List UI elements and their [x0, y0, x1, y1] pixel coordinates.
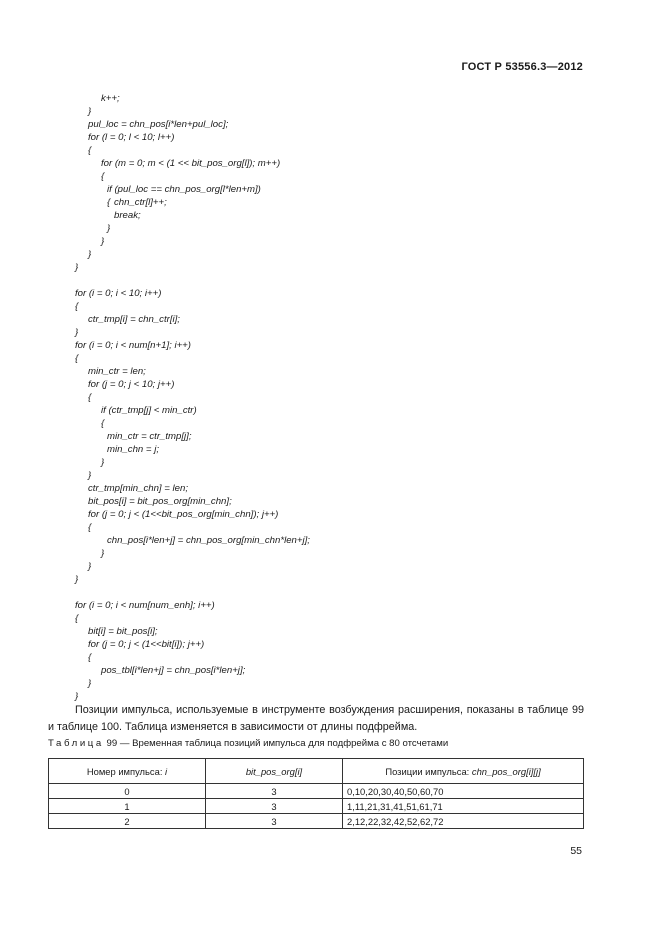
header-pulse-number-var: i [165, 765, 168, 777]
code-line: k++; [101, 93, 120, 104]
code-line: } [101, 548, 105, 559]
code-line: pul_loc = chn_pos[i*len+pul_loc]; [88, 119, 229, 130]
code-line: } [101, 236, 105, 247]
code-line: } [107, 223, 111, 234]
table-caption-number: 99 [106, 738, 118, 749]
code-line: } [75, 262, 79, 273]
header-pulse-positions-label: Позиции импульса: [385, 765, 472, 777]
header-pulse-number [49, 759, 206, 784]
code-line: ctr_tmp[i] = chn_ctr[i]; [88, 314, 180, 325]
code-line: { [88, 522, 92, 533]
cell-bit-pos: 3 [206, 784, 343, 799]
cell-positions: 0,10,20,30,40,50,60,70 [343, 784, 584, 799]
header-pulse-positions [343, 759, 584, 784]
code-line: } [75, 574, 79, 585]
table-caption [48, 738, 448, 749]
code-line: if (pul_loc == chn_pos_org[l*len+m]) [107, 184, 261, 195]
code-line: } [88, 249, 92, 260]
table-row [49, 799, 584, 814]
code-line: { [88, 652, 92, 663]
code-line: for (i = 0; i < num[n+1]; i++) [75, 340, 191, 351]
cell-pulse-number: 2 [49, 814, 206, 829]
table-row [49, 784, 584, 799]
code-line: } [88, 678, 92, 689]
body-paragraph: Позиции импульса, используемые в инструменте возбуждения расширения, показаны в таблице 99 и таблице 100. Таблица изменяется в зависимости от длины подфрейма. [48, 704, 584, 733]
table-caption-label: Таблица [48, 738, 104, 749]
code-line: chn_pos[i*len+j] = chn_pos_org[min_chn*len+j]; [107, 535, 310, 546]
code-line: if (ctr_tmp[j] < min_ctr) [101, 405, 197, 416]
document-header: ГОСТ Р 53556.3—2012 [461, 61, 583, 73]
code-line: } [88, 561, 92, 572]
code-line: min_ctr = ctr_tmp[j]; [107, 431, 192, 442]
code-line: for (j = 0; j < (1<<bit_pos_org[min_chn]); j++) [88, 509, 279, 520]
code-line: } [75, 327, 79, 338]
code-line: for (m = 0; m < (1 << bit_pos_org[l]); m++) [101, 158, 281, 169]
code-line: { [75, 301, 79, 312]
code-line: } [75, 691, 79, 702]
code-line: } [88, 470, 92, 481]
code-line: min_chn = j; [107, 444, 159, 455]
code-line: for (l = 0; l < 10; l++) [88, 132, 175, 143]
table-header-row [49, 759, 584, 784]
code-line: { [107, 197, 111, 208]
cell-positions: 1,11,21,31,41,51,61,71 [343, 799, 584, 814]
page-number: 55 [570, 845, 582, 857]
code-line: ctr_tmp[min_chn] = len; [88, 483, 188, 494]
cell-pulse-number: 1 [49, 799, 206, 814]
cell-bit-pos: 3 [206, 799, 343, 814]
code-line: } [101, 457, 105, 468]
header-pulse-number-label: Номер импульса: [86, 765, 166, 777]
code-line: { [88, 392, 92, 403]
header-pulse-positions-var: chn_pos_org[i][j] [471, 765, 541, 777]
code-line: break; [114, 210, 141, 221]
cell-pulse-number: 0 [49, 784, 206, 799]
table-row [49, 814, 584, 829]
code-line: min_ctr = len; [88, 366, 146, 377]
code-line: { [101, 171, 105, 182]
code-line: { [75, 613, 79, 624]
header-bit-pos-org: bit_pos_org[i] [206, 759, 343, 784]
code-line: { [75, 353, 79, 364]
code-line: } [88, 106, 92, 117]
cell-bit-pos: 3 [206, 814, 343, 829]
code-line: { [101, 418, 105, 429]
code-line: chn_ctr[l]++; [114, 197, 167, 208]
cell-positions: 2,12,22,32,42,52,62,72 [343, 814, 584, 829]
table-caption-text: — Временная таблица позиций импульса для подфрейма с 80 отсчетами [119, 738, 449, 749]
code-line: for (i = 0; i < num[num_enh]; i++) [75, 600, 215, 611]
code-line: pos_tbl[i*len+j] = chn_pos[i*len+j]; [101, 665, 246, 676]
code-line: bit_pos[i] = bit_pos_org[min_chn]; [88, 496, 232, 507]
code-line: bit[i] = bit_pos[i]; [88, 626, 158, 637]
code-line: for (i = 0; i < 10; i++) [75, 288, 162, 299]
code-line: for (j = 0; j < 10; j++) [88, 379, 175, 390]
code-line: for (j = 0; j < (1<<bit[i]); j++) [88, 639, 205, 650]
pulse-position-table [48, 758, 584, 829]
code-line: { [88, 145, 92, 156]
